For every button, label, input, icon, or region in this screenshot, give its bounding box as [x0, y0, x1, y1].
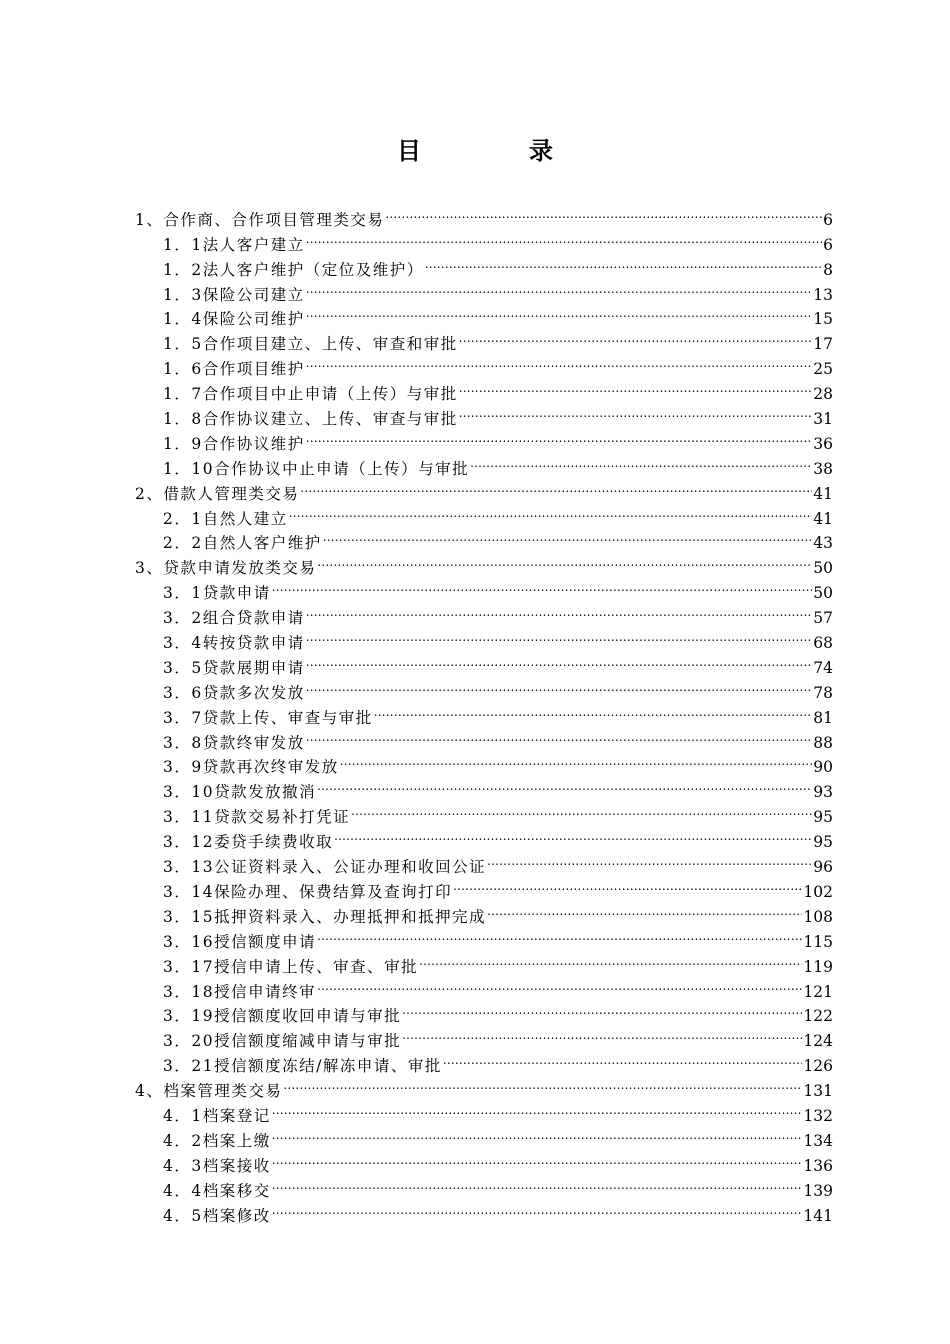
toc-dot-leader	[300, 474, 812, 499]
toc-page-number: 139	[803, 1181, 833, 1200]
toc-entry-title: 档案移交	[202, 1181, 271, 1200]
toc-entry-number: 3．20	[163, 1032, 215, 1051]
toc-chapter-entry[interactable]	[0, 548, 950, 578]
toc-entry-title: 组合贷款申请	[202, 609, 305, 628]
toc-page-number: 132	[803, 1106, 833, 1125]
toc-page-number: 36	[813, 434, 833, 453]
toc-dot-leader	[272, 1096, 803, 1121]
toc-page-number: 17	[813, 335, 833, 354]
toc-entry-number: 4．3	[163, 1156, 203, 1175]
toc-entry-number: 1．4	[163, 310, 203, 329]
toc-section-entry[interactable]	[0, 349, 950, 379]
toc-section-entry[interactable]	[0, 648, 950, 677]
toc-entry-number: 3．2	[163, 609, 203, 628]
toc-entry-number: 1．3	[163, 285, 203, 304]
toc-dot-leader	[351, 797, 812, 822]
toc-page-number: 134	[803, 1131, 833, 1150]
toc-section-entry[interactable]	[0, 449, 950, 478]
toc-dot-leader	[340, 748, 813, 773]
toc-entry-number: 2．2	[163, 534, 203, 553]
toc-entry-title: 合作商、合作项目管理类交易	[163, 210, 385, 229]
toc-dot-leader	[317, 548, 812, 573]
toc-page-number: 108	[803, 907, 833, 926]
toc-entry-title: 保险公司建立	[202, 285, 305, 304]
toc-entry-title: 授信申请终审	[214, 982, 317, 1001]
toc-section-entry[interactable]	[0, 748, 950, 777]
toc-dot-leader	[272, 1196, 803, 1221]
toc-dot-leader	[419, 947, 802, 972]
toc-dot-leader	[272, 573, 813, 598]
toc-dot-leader	[453, 872, 802, 897]
toc-entry-number: 1．8	[163, 410, 203, 429]
toc-entry-title: 授信申请上传、审查、审批	[214, 957, 419, 976]
toc-entry-title: 保险公司维护	[202, 310, 305, 329]
toc-page-number: 15	[813, 310, 833, 329]
toc-section-entry[interactable]	[0, 275, 950, 304]
toc-page-number: 41	[813, 509, 833, 528]
toc-dot-leader	[459, 324, 813, 349]
toc-entry-number: 1．6	[163, 360, 203, 379]
toc-entry-number: 3．1	[163, 584, 203, 603]
toc-entry-title: 合作协议建立、上传、审查与审批	[202, 410, 458, 429]
toc-page-number: 57	[813, 609, 833, 628]
toc-entry-title: 贷款交易补打凭证	[214, 808, 351, 827]
toc-entry-number: 3．9	[163, 758, 203, 777]
toc-page-number: 88	[813, 733, 833, 752]
toc-section-entry[interactable]	[0, 673, 950, 702]
toc-page-number: 25	[813, 360, 833, 379]
toc-entry-number: 1．9	[163, 434, 203, 453]
toc-page-number: 74	[813, 658, 833, 677]
toc-page-number: 122	[803, 1007, 833, 1026]
toc-page-number: 50	[813, 584, 833, 603]
toc-page-number: 6	[823, 210, 833, 229]
toc-section-entry[interactable]	[0, 324, 950, 354]
toc-entry-number: 4．4	[163, 1181, 203, 1200]
toc-page-number: 41	[813, 484, 833, 503]
toc-page-number: 131	[803, 1082, 833, 1101]
toc-entry-title: 借款人管理类交易	[163, 484, 300, 503]
toc-entry-number: 3．12	[163, 833, 215, 852]
toc-dot-leader	[306, 349, 813, 374]
toc-page-number: 50	[813, 559, 833, 578]
toc-entry-number: 3．17	[163, 957, 215, 976]
toc-page-number: 38	[813, 459, 833, 478]
toc-dot-leader	[317, 922, 802, 947]
toc-entry-title: 授信额度收回申请与审批	[214, 1007, 402, 1026]
toc-dot-leader	[385, 200, 822, 225]
toc-section-entry[interactable]	[0, 723, 950, 752]
toc-entry-number: 2．1	[163, 509, 203, 528]
toc-dot-leader	[402, 997, 802, 1022]
toc-page-number: 115	[803, 932, 833, 951]
toc-entry-number: 3．10	[163, 783, 215, 802]
toc-dot-leader	[306, 275, 813, 300]
toc-entry-number: 3．18	[163, 982, 215, 1001]
toc-entry-title: 档案管理类交易	[163, 1082, 283, 1101]
toc-entry-title: 自然人客户维护	[202, 534, 322, 553]
toc-section-entry[interactable]	[0, 399, 950, 429]
toc-dot-leader	[459, 374, 813, 399]
toc-entry-title: 自然人建立	[202, 509, 288, 528]
toc-entry-number: 4．2	[163, 1131, 203, 1150]
toc-page-number: 95	[813, 808, 833, 827]
toc-dot-leader	[317, 772, 812, 797]
toc-dot-leader	[306, 424, 813, 449]
toc-section-entry[interactable]	[0, 424, 950, 453]
toc-entry-title: 合作协议维护	[202, 434, 305, 453]
toc-entry-title: 转按贷款申请	[202, 634, 305, 653]
table-of-contents	[0, 200, 950, 1225]
toc-page-number: 81	[813, 708, 833, 727]
toc-dot-leader	[272, 1171, 803, 1196]
toc-dot-leader	[487, 897, 802, 922]
toc-dot-leader	[487, 847, 812, 872]
toc-section-entry[interactable]	[0, 822, 950, 852]
toc-section-entry[interactable]	[0, 847, 950, 877]
toc-entry-title: 档案登记	[202, 1106, 271, 1125]
toc-dot-leader	[317, 972, 802, 997]
toc-chapter-entry[interactable]	[0, 474, 950, 503]
toc-entry-title: 合作项目维护	[202, 360, 305, 379]
toc-page-number: 43	[813, 534, 833, 553]
toc-dot-leader	[272, 1121, 803, 1146]
toc-dot-leader	[323, 524, 813, 549]
toc-page-number: 93	[813, 783, 833, 802]
toc-dot-leader	[306, 723, 813, 748]
toc-entry-number: 3．8	[163, 733, 203, 752]
toc-page-number: 141	[803, 1206, 833, 1225]
toc-entry-number: 1．10	[163, 459, 215, 478]
toc-entry-number: 3．6	[163, 683, 203, 702]
toc-page-number: 102	[803, 882, 833, 901]
toc-section-entry[interactable]	[0, 698, 950, 727]
toc-dot-leader	[443, 1046, 803, 1071]
toc-entry-title: 法人客户建立	[202, 235, 305, 254]
toc-page-number: 121	[803, 982, 833, 1001]
toc-entry-number: 3．16	[163, 932, 215, 951]
toc-page-number: 8	[823, 260, 833, 279]
toc-entry-number: 3．14	[163, 882, 215, 901]
toc-entry-number: 2、	[135, 484, 164, 503]
toc-page-number: 124	[803, 1032, 833, 1051]
toc-entry-title: 档案上缴	[202, 1131, 271, 1150]
toc-entry-number: 4．1	[163, 1106, 203, 1125]
toc-page-number: 31	[813, 410, 833, 429]
toc-entry-title: 合作项目建立、上传、审查和审批	[202, 335, 458, 354]
toc-page-number: 95	[813, 833, 833, 852]
toc-entry-title: 档案接收	[202, 1156, 271, 1175]
toc-section-entry[interactable]	[0, 772, 950, 802]
toc-entry-title: 公证资料录入、公证办理和收回公证	[214, 858, 487, 877]
toc-page-number: 136	[803, 1156, 833, 1175]
toc-chapter-entry[interactable]	[0, 200, 950, 229]
toc-entry-title: 保险办理、保费结算及查询打印	[214, 882, 453, 901]
toc-entry-title: 贷款上传、审查与审批	[202, 708, 373, 727]
toc-entry-number: 3．5	[163, 658, 203, 677]
toc-entry-title: 贷款展期申请	[202, 658, 305, 677]
toc-entry-title: 授信额度冻结/解冻申请、审批	[214, 1057, 442, 1076]
toc-entry-number: 3．13	[163, 858, 215, 877]
toc-entry-number: 3．21	[163, 1057, 215, 1076]
toc-page-number: 68	[813, 634, 833, 653]
toc-dot-leader	[272, 1146, 803, 1171]
toc-dot-leader	[334, 822, 812, 847]
toc-entry-number: 3．7	[163, 708, 203, 727]
toc-entry-title: 贷款发放撤消	[214, 783, 317, 802]
toc-page-number: 119	[803, 957, 833, 976]
toc-entry-title: 档案修改	[202, 1206, 271, 1225]
toc-entry-number: 3、	[135, 559, 164, 578]
toc-page-number: 78	[813, 683, 833, 702]
toc-dot-leader	[459, 399, 813, 424]
toc-section-entry[interactable]	[0, 872, 950, 901]
toc-dot-leader	[402, 1021, 802, 1046]
toc-entry-number: 1、	[135, 210, 164, 229]
toc-entry-number: 3．15	[163, 907, 215, 926]
toc-entry-number: 4．5	[163, 1206, 203, 1225]
toc-entry-title: 委贷手续费收取	[214, 833, 334, 852]
toc-section-entry[interactable]	[0, 623, 950, 653]
toc-section-entry[interactable]	[0, 524, 950, 553]
toc-entry-title: 授信额度申请	[214, 932, 317, 951]
toc-dot-leader	[306, 225, 822, 250]
toc-dot-leader	[283, 1071, 802, 1096]
page-title: 目 录	[397, 137, 595, 165]
toc-dot-leader	[306, 598, 813, 623]
toc-page-number: 126	[803, 1057, 833, 1076]
toc-entry-title: 抵押资料录入、办理抵押和抵押完成	[214, 907, 487, 926]
toc-entry-title: 贷款申请	[202, 584, 271, 603]
toc-page-number: 13	[813, 285, 833, 304]
toc-entry-title: 合作协议中止申请（上传）与审批	[214, 459, 470, 478]
toc-entry-number: 1．5	[163, 335, 203, 354]
toc-section-entry[interactable]	[0, 598, 950, 628]
toc-entry-number: 3．11	[163, 808, 215, 827]
toc-entry-number: 1．1	[163, 235, 203, 254]
toc-page-number: 6	[823, 235, 833, 254]
toc-section-entry[interactable]	[0, 250, 950, 279]
toc-dot-leader	[306, 623, 813, 648]
toc-dot-leader	[374, 698, 813, 723]
toc-entry-number: 1．7	[163, 385, 203, 404]
toc-section-entry[interactable]	[0, 374, 950, 404]
toc-entry-number: 3．4	[163, 634, 203, 653]
toc-entry-title: 贷款多次发放	[202, 683, 305, 702]
toc-page-number: 28	[813, 385, 833, 404]
toc-entry-number: 4、	[135, 1082, 164, 1101]
toc-page-number: 96	[813, 858, 833, 877]
toc-entry-title: 贷款再次终审发放	[202, 758, 339, 777]
toc-entry-title: 合作项目中止申请（上传）与审批	[202, 385, 458, 404]
toc-entry-number: 1．2	[163, 260, 203, 279]
toc-dot-leader	[425, 250, 822, 275]
toc-entry-title: 法人客户维护（定位及维护）	[202, 260, 424, 279]
toc-section-entry[interactable]	[0, 797, 950, 827]
toc-dot-leader	[306, 673, 813, 698]
toc-dot-leader	[306, 648, 813, 673]
toc-dot-leader	[470, 449, 812, 474]
toc-section-entry[interactable]	[0, 300, 950, 329]
toc-entry-number: 3．19	[163, 1007, 215, 1026]
toc-dot-leader	[289, 499, 813, 524]
toc-entry-title: 授信额度缩减申请与审批	[214, 1032, 402, 1051]
toc-entry-title: 贷款终审发放	[202, 733, 305, 752]
toc-entry-title: 贷款申请发放类交易	[163, 559, 317, 578]
toc-dot-leader	[306, 300, 813, 325]
toc-page-number: 90	[813, 758, 833, 777]
